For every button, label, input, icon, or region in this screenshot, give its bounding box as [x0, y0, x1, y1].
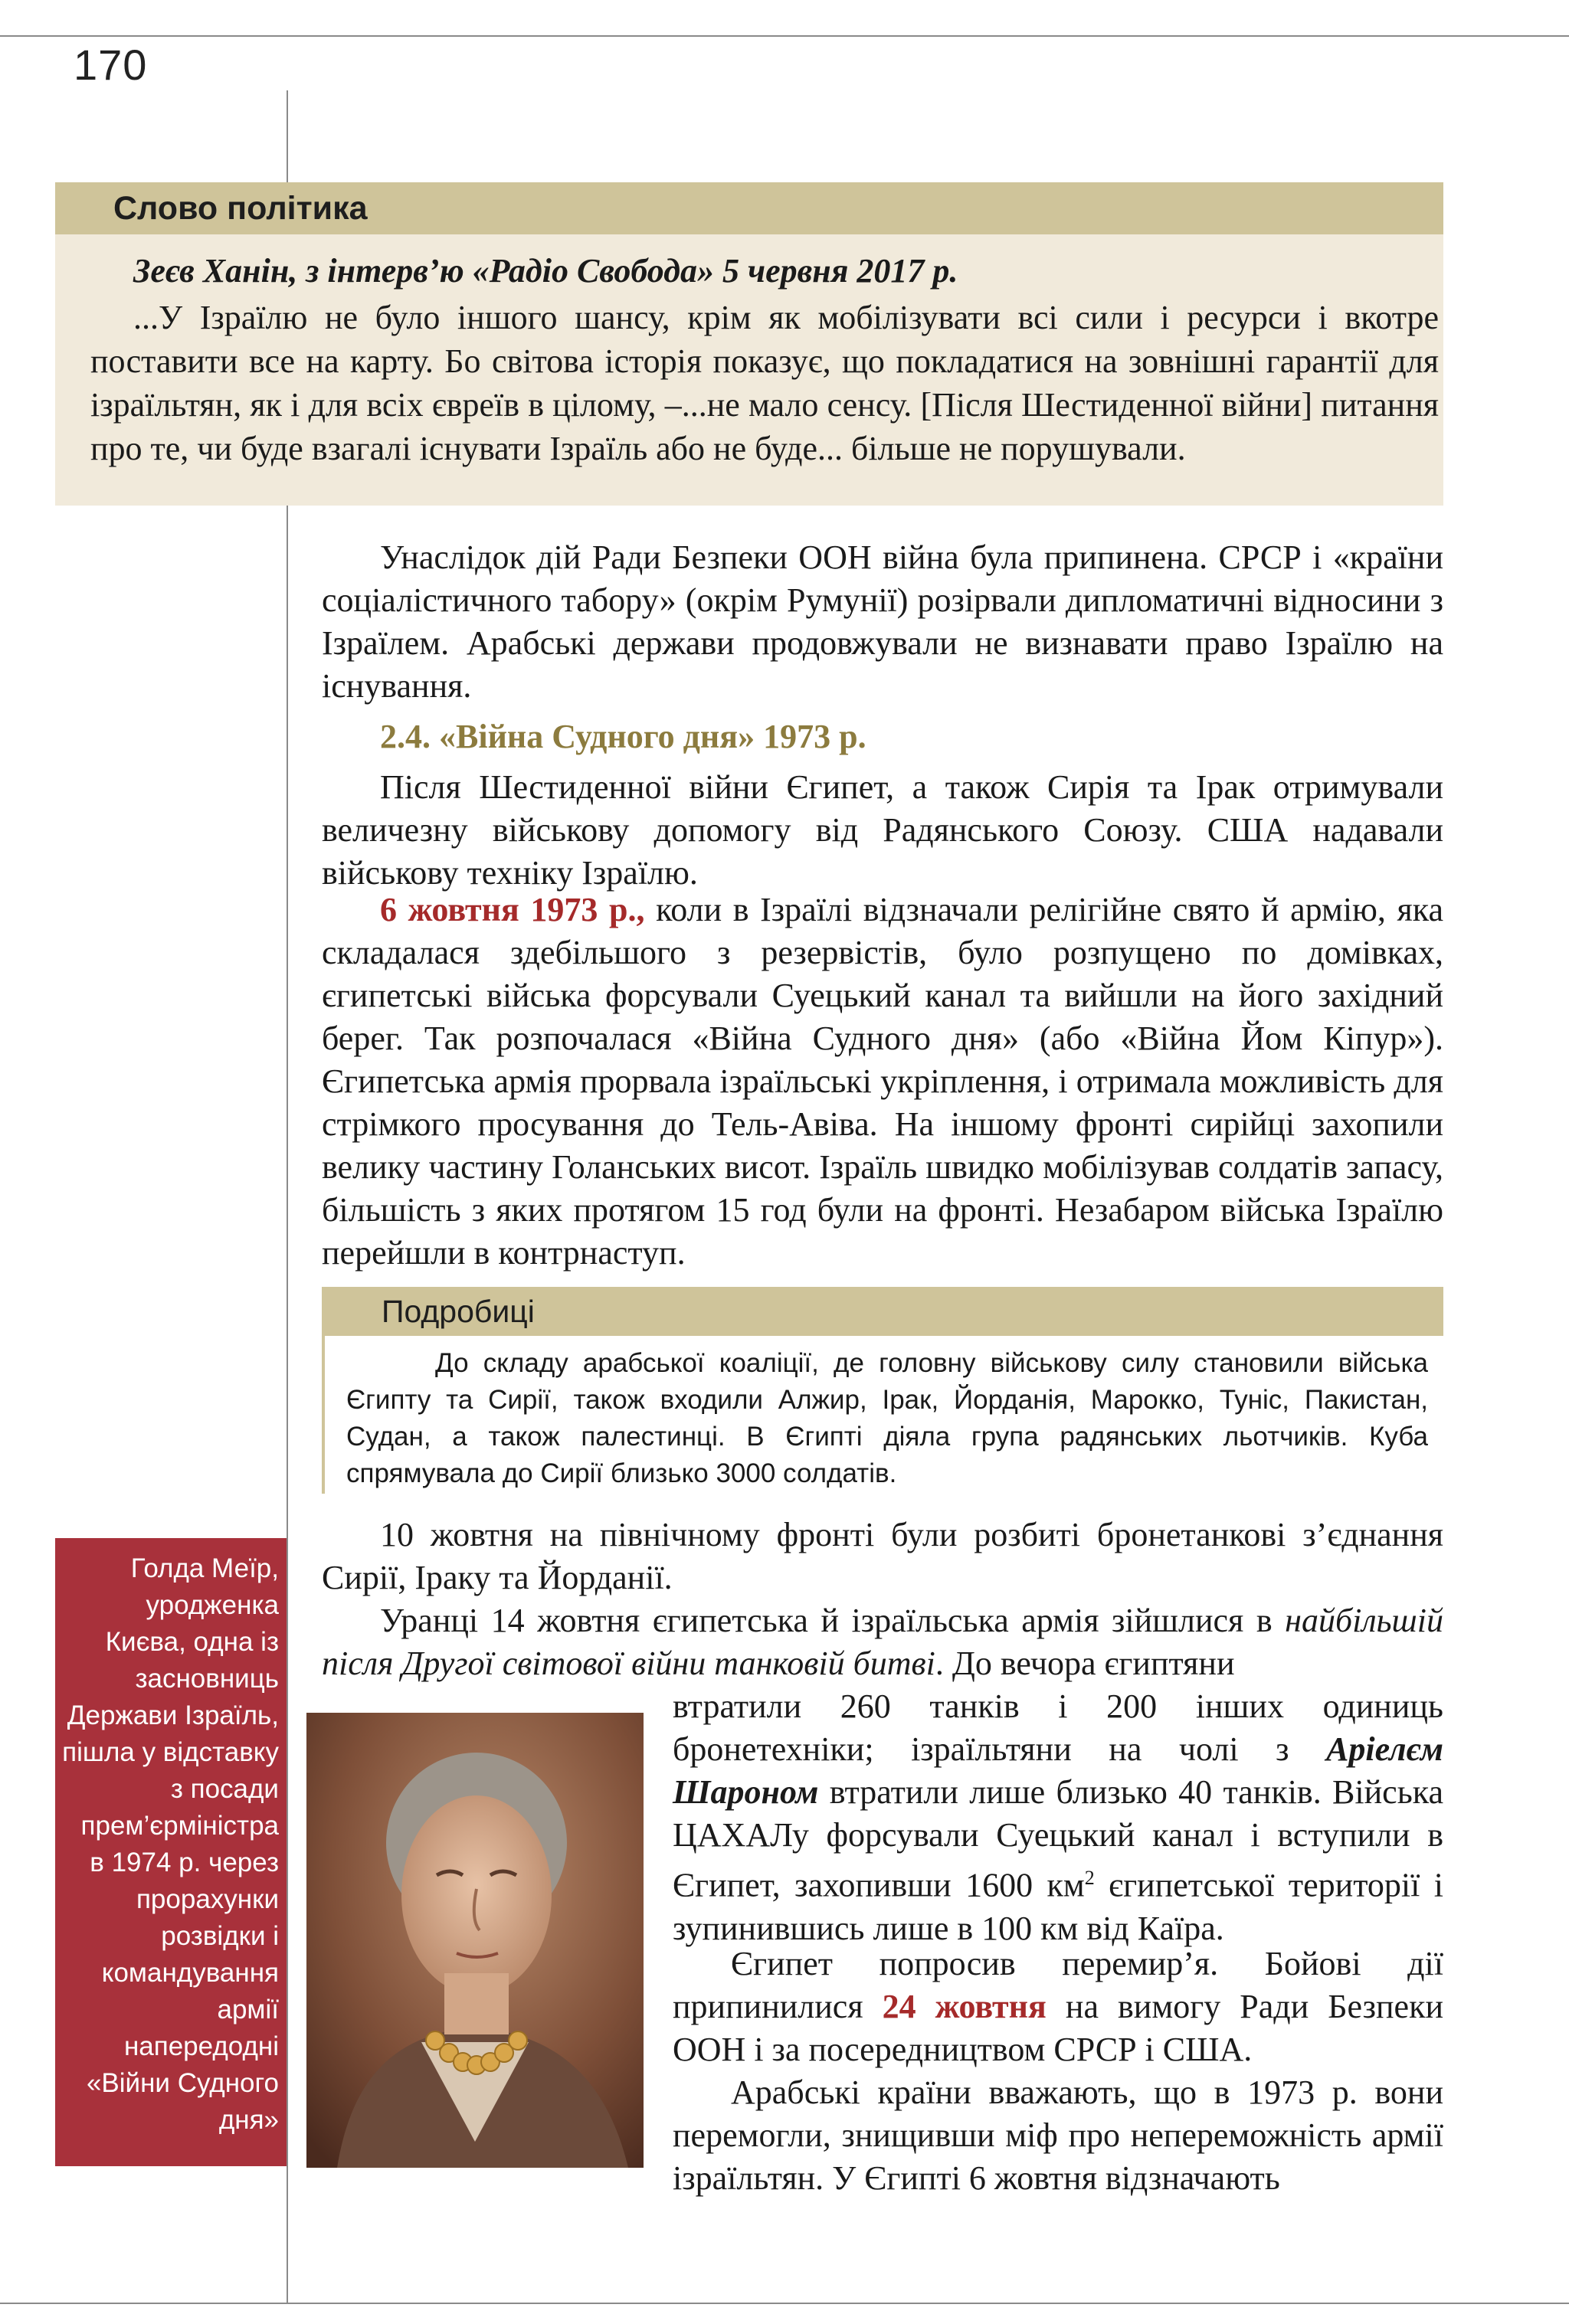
date-highlight: 6 жовтня 1973 р.,: [380, 891, 645, 928]
details-box-border: [322, 1336, 325, 1494]
paragraph-5-italic: найбільшій після Другої світової війни танковій битві: [322, 1602, 1443, 1682]
sharon-name: Аріелєм Шароном: [673, 1730, 1443, 1811]
paragraph-5-continued: [673, 1685, 1443, 1950]
paragraph-2: Після Шестиденної війни Єгипет, а також Сирія та Ірак отримували величезну військову допомогу від Радянського Союзу. США надавали військову техніку Ізраїлю.: [322, 768, 1443, 892]
quote-box-title: Слово політика: [55, 182, 1443, 234]
details-box-text: До складу арабської коаліції, де головну військову силу становили війська Єгипту та Сирії, також входили Алжир, Ірак, Йорданія, Марокко, Туніс, Пакистан, Судан, а також палестинці. В Єгипті діяла група радянських льотчиків. Куба спрямувала до Сирії близько 3000 солдатів.: [346, 1348, 1428, 1488]
quote-text: ...У Ізраїлю не було іншого шансу, крім як мобілізувати всі сили і ресурси і вкотре поставити все на карту. Бо світова історія показує, що покладатися на зовнішні гарантії для ізраїльтян, як і для всіх євреїв в цілому, –...не мало сенсу. [Після Шестиденної війни] питання про те, чи буде взагалі існувати Ізраїль або не буде... більше не порушували.: [90, 299, 1439, 467]
paragraph-3-text: коли в Ізраїлі відзначали релігійне свято й армію, яка складалася здебільшого з резервістів, було розпущено по домівках, єгипетські війська форсували Суецький канал та вийшли на його західний берег. Так розпочалася «Війна Судного дня» (або «Війна Йом Кіпур»). Єгипетська армія прорвала ізраїльські укріплення, і отримала можливість для стрімкого просування до Тель-Авіва. На іншому фронті сирійці захопили велику частину Голанських висот. Ізраїль швидко мобілізував солдатів запасу, більшість з яких протягом 15 год були на фронті. Незабаром війська Ізраїлю перейшли в контрнаступ.: [322, 891, 1443, 1272]
paragraph-5-wrap-a: втратили 260 танків і 200 інших одиниць бронетехніки; ізраїльтяни на чолі з: [673, 1687, 1443, 1768]
paragraph-4: 10 жовтня на північному фронті були розбиті бронетанкові з’єднання Сирії, Іраку та Йорданії.: [322, 1516, 1443, 1596]
photo-caption: Голда Меїр, уродженка Києва, одна із засновниць Держави Ізраїль, пішла у відставку з посади прем’єрміністра в 1974 р. через прорахунки розвідки і командування армії напередодні «Війни Судного дня»: [55, 1538, 287, 2166]
paragraph-3: [322, 889, 1443, 1275]
golda-meir-portrait: [306, 1713, 644, 2168]
paragraph-5-wrap-c: єгипетської території і зупинившись лише в 100 км від Каїра.: [673, 1866, 1443, 1947]
quote-author: Зеєв Ханін, з інтерв’ю «Радіо Свобода» 5 червня 2017 р.: [133, 252, 958, 290]
paragraph-6: [673, 1943, 1443, 2071]
date-highlight-2: 24 жовтня: [882, 1988, 1047, 2025]
details-box-title: Подробиці: [322, 1287, 1443, 1336]
paragraph-5-text-b: . До вечора єгиптяни: [935, 1645, 1235, 1682]
paragraph-7: Арабські країни вважають, що в 1973 р. вони перемогли, знищивши міф про непереможність армії ізраїльтян. У Єгипті 6 жовтня відзначають: [673, 2074, 1443, 2197]
section-heading: 2.4. «Війна Судного дня» 1973 р.: [380, 718, 866, 755]
paragraph-1: Унаслідок дій Ради Безпеки ООН війна була припинена. СРСР і «країни соціалістичного табору» (окрім Румунії) розірвали дипломатичні відносини з Ізраїлем. Арабські держави продовжували не визнавати право Ізраїлю на існування.: [322, 538, 1443, 705]
quote-box: [55, 182, 1443, 506]
superscript-2: 2: [1084, 1867, 1095, 1889]
paragraph-5-text-a: Уранці 14 жовтня єгипетська й ізраїльська армія зійшлися в: [380, 1602, 1286, 1639]
top-rule: [0, 35, 1569, 37]
paragraph-5: [322, 1599, 1443, 1685]
paragraph-6-text-b: на вимогу Ради Безпеки ООН і за посередництвом СРСР і США.: [673, 1988, 1444, 2068]
paragraph-5-wrap-b: втратили лише близько 40 танків. Війська ЦАХАЛу форсували Суецький канал і вступили в Єгипет, захопивши 1600 км: [673, 1773, 1443, 1904]
page-number: 170: [74, 41, 148, 89]
bottom-rule: [0, 2303, 1569, 2304]
paragraph-6-text-a: Єгипет попросив перемир’я. Бойові дії припинилися: [673, 1945, 1443, 2025]
